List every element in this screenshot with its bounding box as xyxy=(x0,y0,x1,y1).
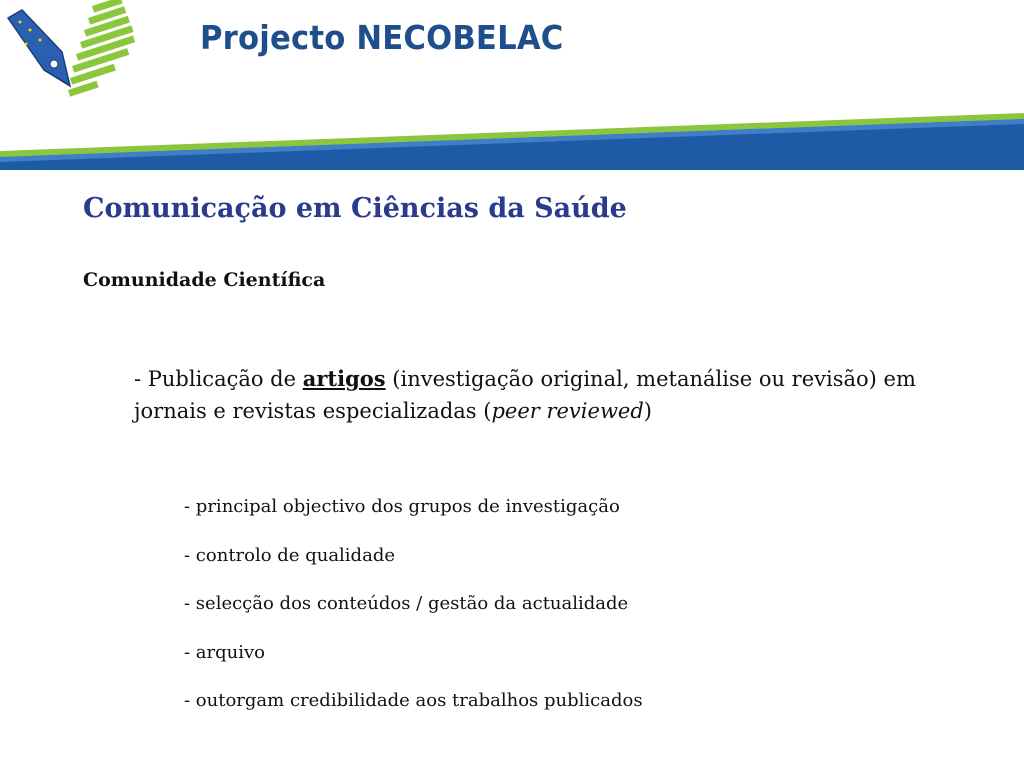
main-point-italic: peer reviewed xyxy=(491,399,644,423)
main-point-emphasis: artigos xyxy=(302,366,386,391)
slide-body xyxy=(0,170,1024,768)
necobelac-logo-icon xyxy=(0,0,160,110)
slide-subtitle: Comunidade Científica xyxy=(83,269,326,291)
main-point-prefix: - Publicação de xyxy=(134,367,303,391)
header-swoosh-bar xyxy=(0,105,1024,170)
slide-title: Comunicação em Ciências da Saúde xyxy=(83,193,627,224)
sub-bullet-item: - arquivo xyxy=(184,641,266,663)
main-bullet-point xyxy=(134,363,934,427)
project-title: Projecto NECOBELAC xyxy=(200,18,564,57)
sub-bullet-list xyxy=(184,496,643,739)
sub-bullet-item: - selecção dos conteúdos / gestão da actualidade xyxy=(184,593,629,614)
main-point-suffix: ) xyxy=(643,399,652,423)
sub-bullet-item: - principal objectivo dos grupos de investigação xyxy=(184,496,620,517)
slide-header xyxy=(0,0,1024,170)
sub-bullet-item: - controlo de qualidade xyxy=(184,544,395,566)
main-point-middle: (investigação original, metanálise ou revisão) em jornais e revistas especializadas ( xyxy=(134,367,916,423)
sub-bullet-item: - outorgam credibilidade aos trabalhos publicados xyxy=(184,690,643,711)
